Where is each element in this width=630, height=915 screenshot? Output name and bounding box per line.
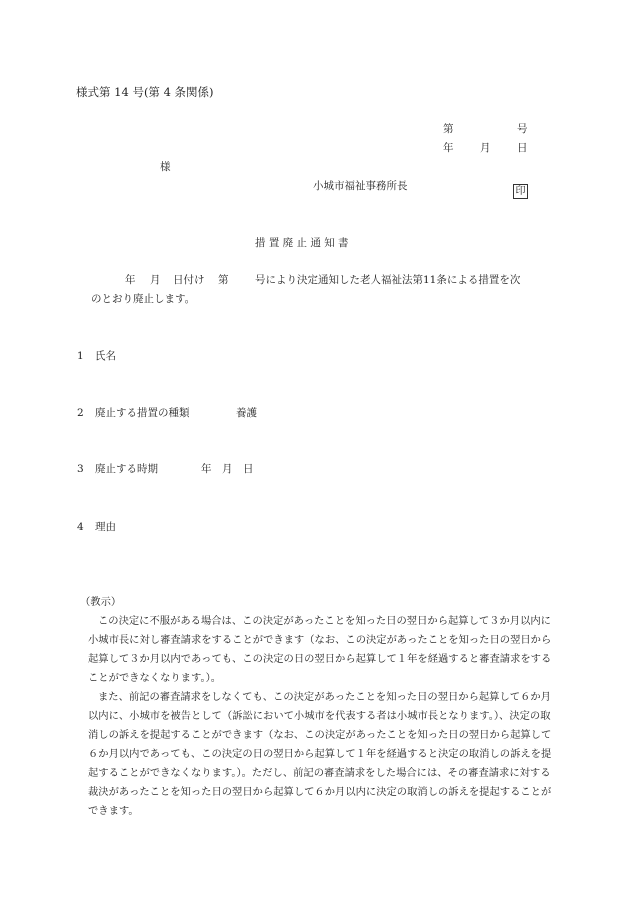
notice-line: 起算して３か月以内であっても、この決定の日の翌日から起算して１年を経過すると審査請求をする — [88, 653, 552, 665]
item-4-label: 理由 — [95, 521, 116, 533]
notice-line: 消しの訴えを提起することができます（なお、この決定があったことを知った日の翌日から起算して — [88, 729, 552, 741]
issuer-name: 小城市福祉事務所長 — [313, 180, 408, 192]
seal-mark — [513, 179, 528, 199]
date-month: 月 — [480, 142, 491, 154]
notice-line: 裁決があったことを知った日の翌日から起算して６か月以内に決定の取消しの訴えを提起することが — [88, 786, 552, 798]
body-dai: 第 — [218, 274, 229, 286]
item-3-label: 廃止する時期 — [95, 463, 158, 475]
notice-line: 起することができなくなります。）。ただし、前記の審査請求をした場合には、その審査請求に対する — [88, 767, 551, 779]
notice-line: 小城市長に対し審査請求をすることができます（なお、この決定があったことを知った日の翌日から — [88, 634, 552, 646]
date-year: 年 — [443, 142, 454, 154]
body-month: 月 — [150, 274, 161, 286]
date-day: 日 — [517, 142, 528, 154]
notice-line: ことができなくなります。）。 — [88, 672, 222, 684]
item-3-number: 3 — [77, 463, 84, 475]
item-3-value: 年 月 日 — [201, 463, 254, 475]
doc-number-go: 号 — [517, 123, 528, 135]
seal-label: 印 — [513, 184, 528, 199]
body-line1-rest: 号により決定通知した老人福祉法第11条による措置を次 — [255, 274, 521, 286]
item-2-label: 廃止する措置の種類 — [95, 407, 190, 419]
addressee-suffix: 様 — [160, 161, 171, 173]
notice-line: できます。 — [88, 805, 139, 817]
notice-line: また、前記の審査請求をしなくても、この決定があったことを知った日の翌日から起算して６か月 — [98, 691, 551, 703]
item-2-value: 養護 — [236, 407, 257, 419]
notice-line: この決定に不服がある場合は、この決定があったことを知った日の翌日から起算して３か月以内に — [98, 615, 551, 627]
form-number: 様式第 14 号(第 4 条関係) — [76, 85, 214, 99]
document-title: 措 置 廃 止 通 知 書 — [255, 237, 349, 249]
notice-heading: （教示） — [80, 596, 122, 608]
notice-line: ６か月以内であっても、この決定の日の翌日から起算して１年を経過すると決定の取消しの訴えを提 — [88, 748, 552, 760]
item-1-number: 1 — [77, 350, 84, 362]
body-line2: のとおり廃止します。 — [91, 293, 196, 305]
item-1-label: 氏名 — [95, 350, 116, 362]
item-4-number: 4 — [77, 521, 84, 533]
body-date-suffix: 日付け — [173, 274, 205, 286]
doc-number-dai: 第 — [443, 123, 454, 135]
notice-line: 以内に、小城市を被告として（訴訟において小城市を代表する者は小城市長となります。）、決定の取 — [88, 710, 551, 722]
item-2-number: 2 — [77, 407, 84, 419]
body-year: 年 — [125, 274, 136, 286]
